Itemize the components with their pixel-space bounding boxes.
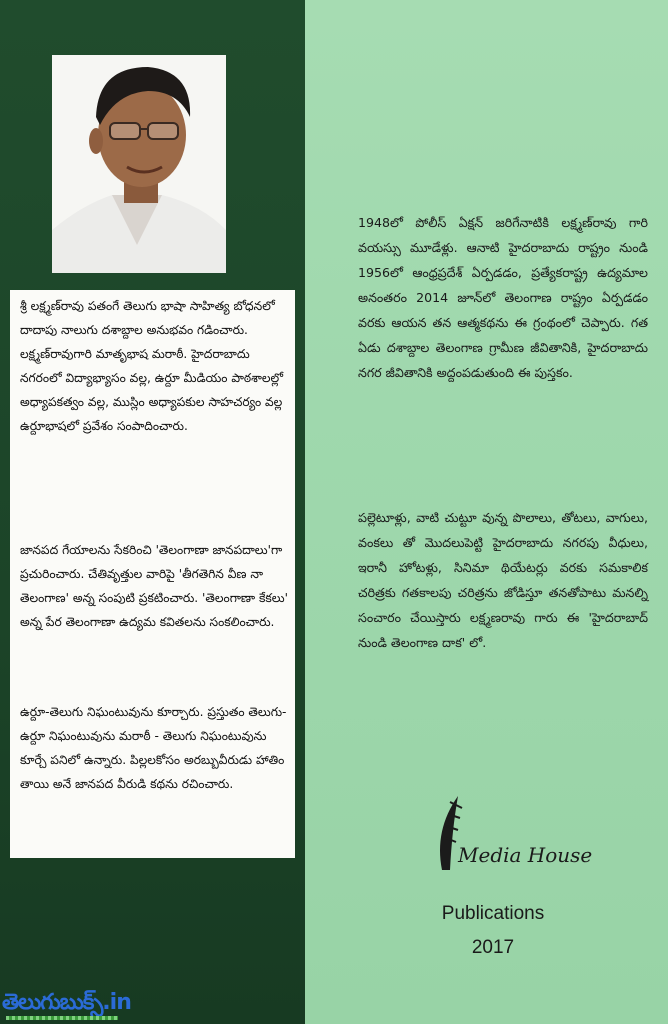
- book-summary-paragraph-1: 1948లో పోలీస్ ఏక్షన్ జరిగేనాటికి లక్ష్మణ్‌రావు గారి వయస్సు మూడేళ్లు. ఆనాటి హైదరాబాదు రాష్ట్రం నుండి 1956లో ఆంధ్రప్రదేశ్ ఏర్పడడం, ప్రత్యేకరాష్ట్ర ఉద్యమాల అనంతరం 2014 జూన్‌లో తెలంగాణ రాష్ట్రం ఏర్పడడం వరకు ఆయన తన ఆత్మకథను ఈ గ్రంథంలో చెప్పారు. గత ఏడు దశాబ్దాల తెలంగాణ గ్రామీణ జీవితానికి, హైదరాబాదు నగర జీవితానికి అద్దంపడుతుంది ఈ పుస్తకం.: [358, 215, 648, 380]
- author-photo: [52, 55, 226, 273]
- author-bio-paragraph-3: ఉర్దూ-తెలుగు నిఘంటువును కూర్చారు. ప్రస్తుతం తెలుగు-ఉర్దూ నిఘంటువును మరాఠీ - తెలుగు నిఘంటువును కూర్చే పనిలో ఉన్నారు. పిల్లలకోసం అరబ్బువీరుడు హాతిం తాయి అనే జానపద వీరుడి కథను రచించారు.: [20, 705, 287, 791]
- author-portrait-image: [52, 55, 226, 273]
- publication-year: 2017: [471, 937, 515, 958]
- publisher-logo: [428, 790, 593, 880]
- book-summary-paragraph-2: పల్లెటూళ్లు, వాటి చుట్టూ వున్న పొలాలు, తోటలు, వాగులు, వంకలు తో మొదలుపెట్టి హైదరాబాదు నగరపు వీధులు, ఇరానీ హోటళ్లు, సినిమా థియేటర్లు వరకు సమకాలిక చరిత్రకు గతకాలపు చరిత్రను జోడిస్తూ తనతోపాటు మనల్ని సంచారం చేయిస్తారు లక్ష్మణరావు గారు ఈ 'హైదరాబాద్ నుండి తెలంగాణ దాక' లో.: [358, 510, 648, 650]
- feather-logo-icon: [428, 790, 593, 880]
- author-bio-box: [10, 290, 295, 858]
- author-bio-paragraph-2: జానపద గేయాలను సేకరించి 'తెలంగాణా జానపదాలు'గా ప్రచురించారు. చేతివృత్తుల వారిపై 'తీగతెగిన వీణ నా తెలంగాణ' అన్న సంపుటి ప్రకటించారు. 'తెలంగాణా కేకలు' అన్న పేర తెలంగాణా ఉద్యమ కవితలను సంకలించారు.: [20, 543, 288, 629]
- author-bio-paragraph-1: శ్రీ లక్ష్మణ్‌రావు పతంగే తెలుగు భాషా సాహిత్య బోధనలో దాదాపు నాలుగు దశాబ్దాల అనుభవం గడించారు. లక్ష్మణ్‌రావుగారి మాతృభాష మరాఠీ. హైదరాబాదు నగరంలో విద్యాభ్యాసం వల్ల, ఉర్దూ మీడియం పాఠశాలల్లో అధ్యాపకత్వం వల్ల, ముస్లిం అధ్యాపకుల సాహచర్యం వల్ల ఉర్దూభాషలో ప్రవేశం సంపాదించారు.: [20, 299, 284, 433]
- publisher-label: Publications: [441, 903, 545, 924]
- publisher-logo-text: Media House: [458, 843, 593, 867]
- watermark-underline: [6, 1016, 118, 1020]
- site-watermark: తెలుగుబుక్స్.in: [2, 990, 131, 1015]
